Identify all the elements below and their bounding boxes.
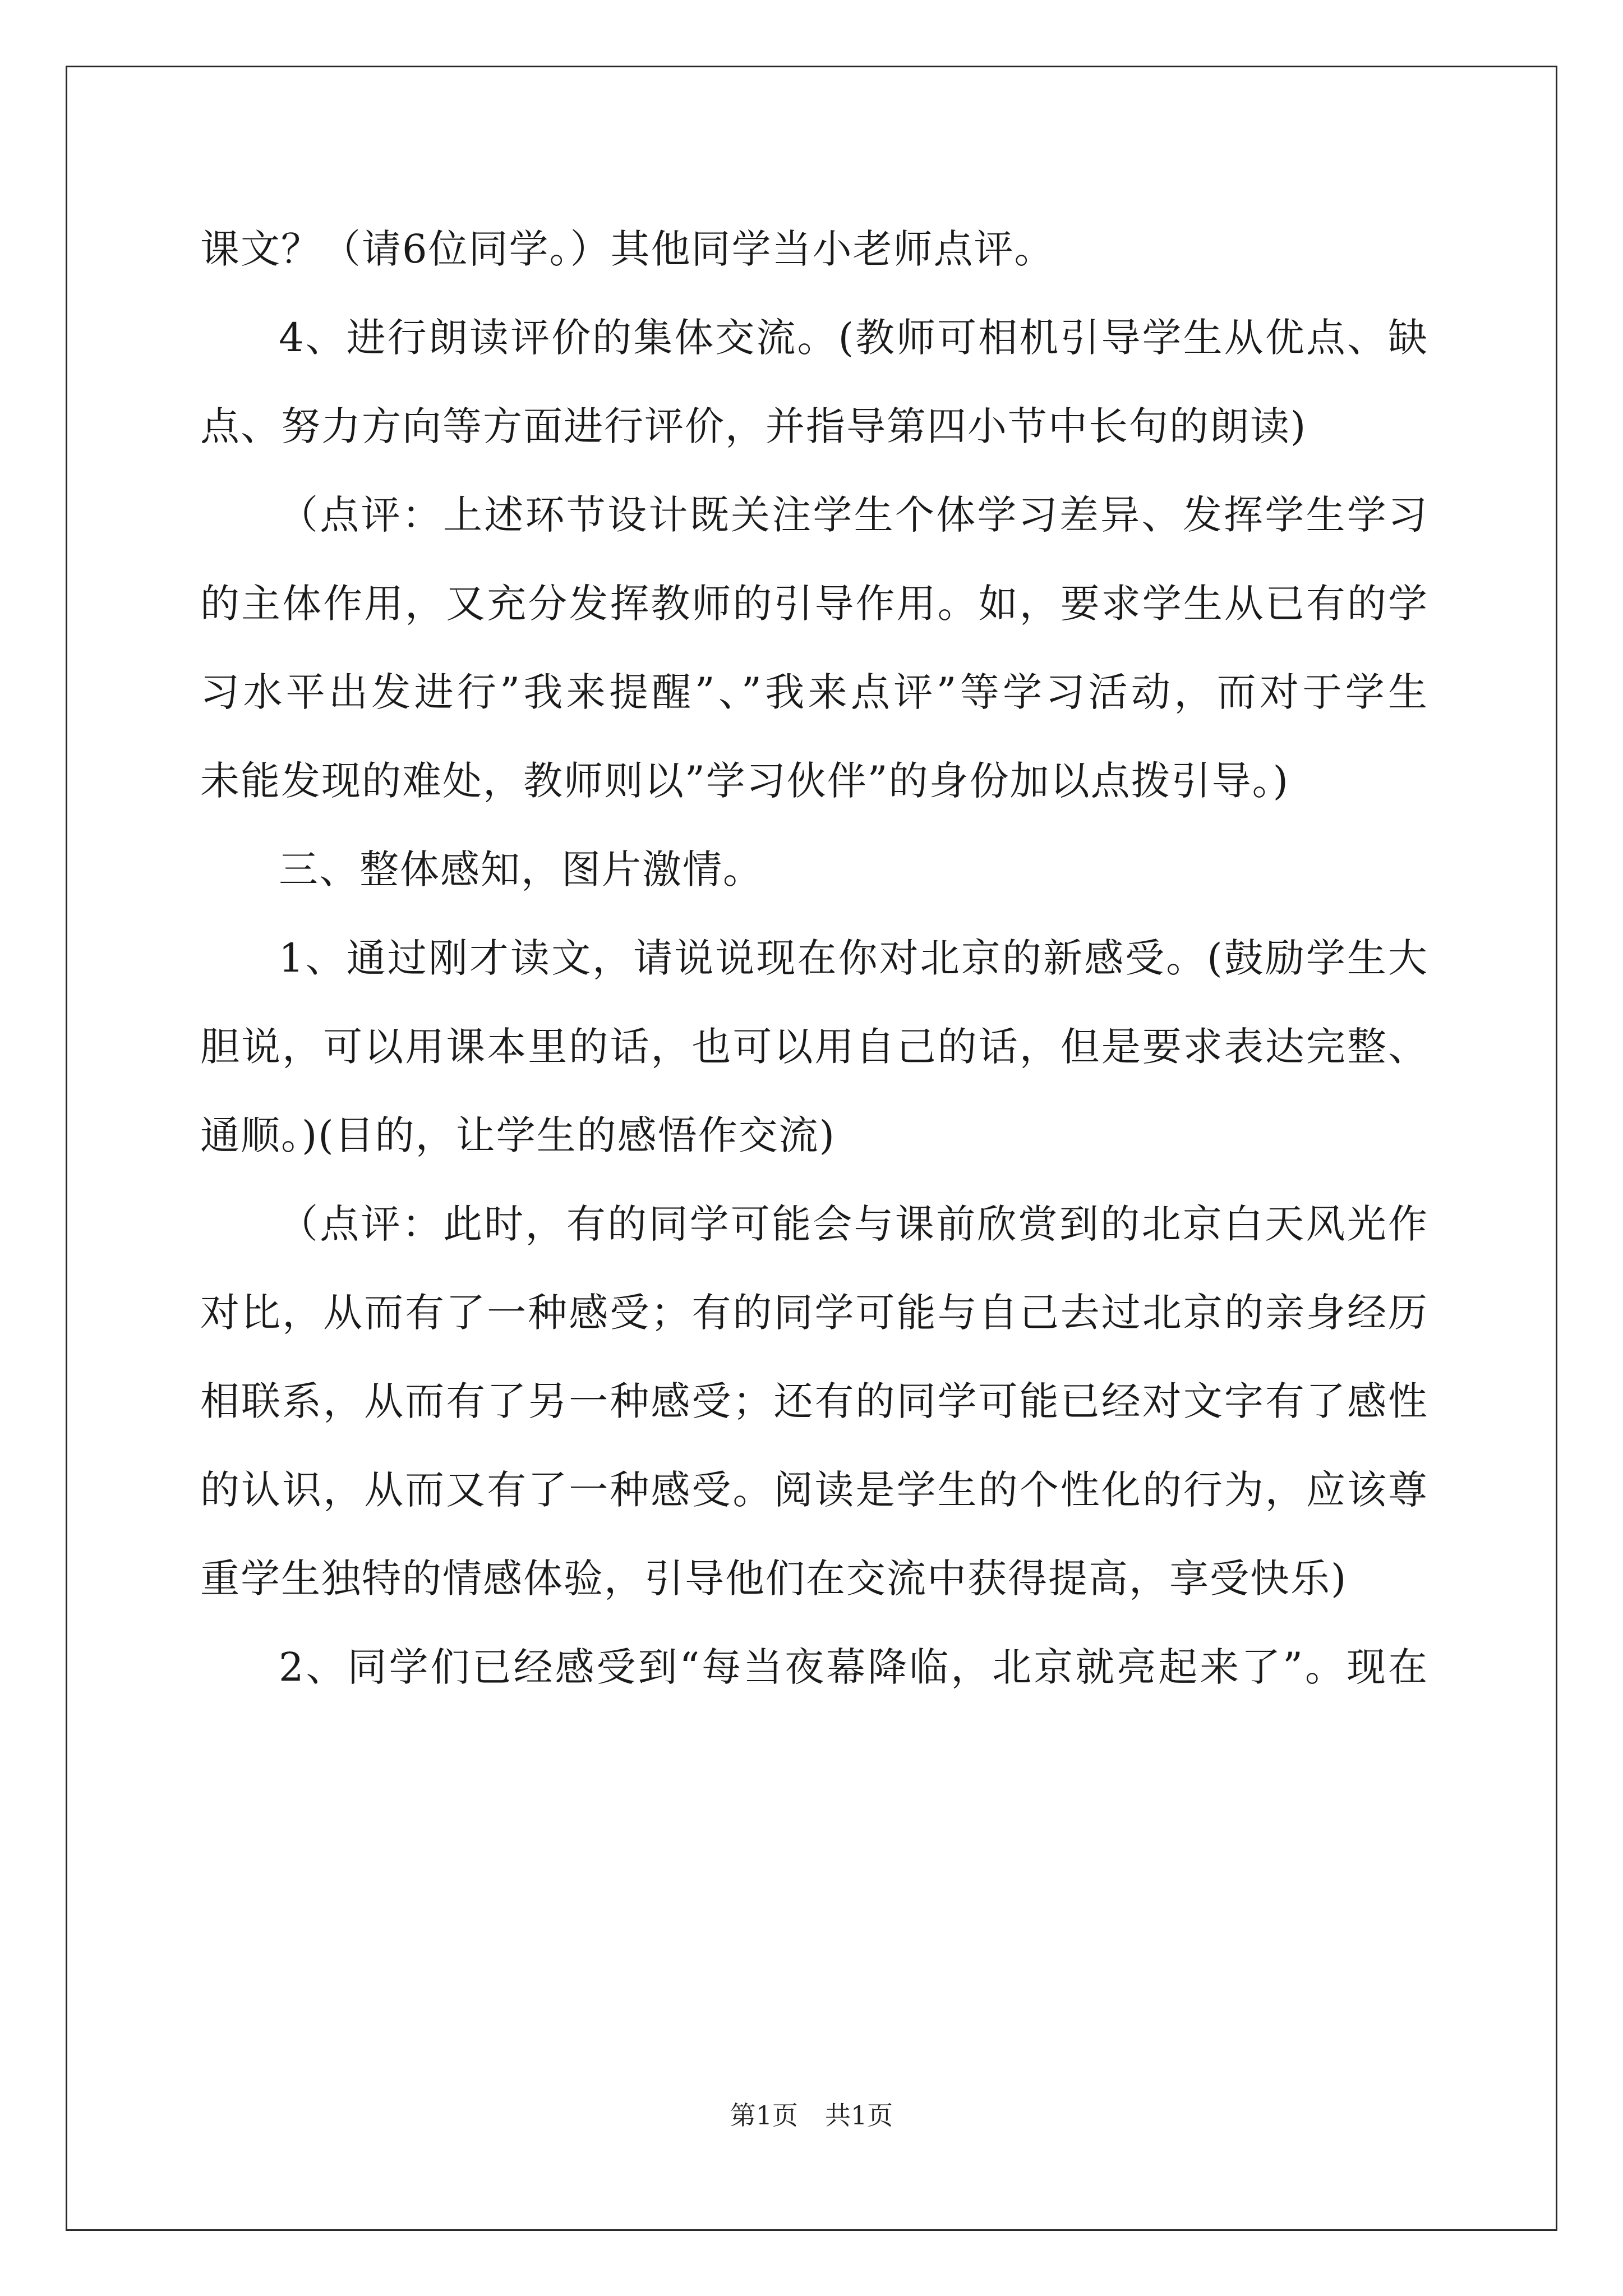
document-body (200, 205, 1428, 1711)
text-line: 未能发现的难处，教师则以”学习伙伴”的身份加以点拨引导。) (200, 758, 1289, 804)
text-line: 点、努力方向等方面进行评价，并指导第四小节中长句的朗读) (200, 403, 1307, 449)
text-line: （点评：上述环节设计既关注学生个体学习差异、发挥学生学习 (279, 492, 1428, 538)
text-line: 2、同学们已经感受到“每当夜幕降临，北京就亮起来了”。现在 (279, 1644, 1428, 1690)
text-line: 的主体作用，又充分发挥教师的引导作用。如，要求学生从已有的学 (200, 581, 1428, 627)
text-line: 胆说，可以用课本里的话，也可以用自己的话，但是要求表达完整、 (200, 1024, 1428, 1070)
text-line: 课文？（请6位同学。）其他同学当小老师点评。 (200, 226, 1055, 272)
text-line: （点评：此时，有的同学可能会与课前欣赏到的北京白天风光作 (279, 1201, 1428, 1247)
text-line: 通顺。)(目的，让学生的感悟作交流) (200, 1112, 836, 1158)
text-line: 1、通过刚才读文，请说说现在你对北京的新感受。(鼓励学生大 (279, 935, 1428, 981)
text-line: 对比，从而有了一种感受；有的同学可能与自己去过北京的亲身经历 (200, 1290, 1428, 1336)
text-line: 相联系，从而有了另一种感受；还有的同学可能已经对文字有了感性 (200, 1378, 1428, 1424)
text-line: 4、进行朗读评价的集体交流。(教师可相机引导学生从优点、缺 (279, 315, 1428, 361)
text-line: 重学生独特的情感体验，引导他们在交流中获得提高，享受快乐) (200, 1556, 1348, 1602)
text-line: 三、整体感知，图片激情。 (279, 846, 763, 892)
page-footer (0, 2099, 1623, 2132)
text-line: 的认识，从而又有了一种感受。阅读是学生的个性化的行为，应该尊 (200, 1467, 1428, 1513)
page-number: 第1页 (730, 2100, 798, 2131)
text-line: 习水平出发进行”我来提醒”、”我来点评”等学习活动，而对于学生 (200, 669, 1428, 715)
page-total: 共1页 (825, 2100, 893, 2131)
